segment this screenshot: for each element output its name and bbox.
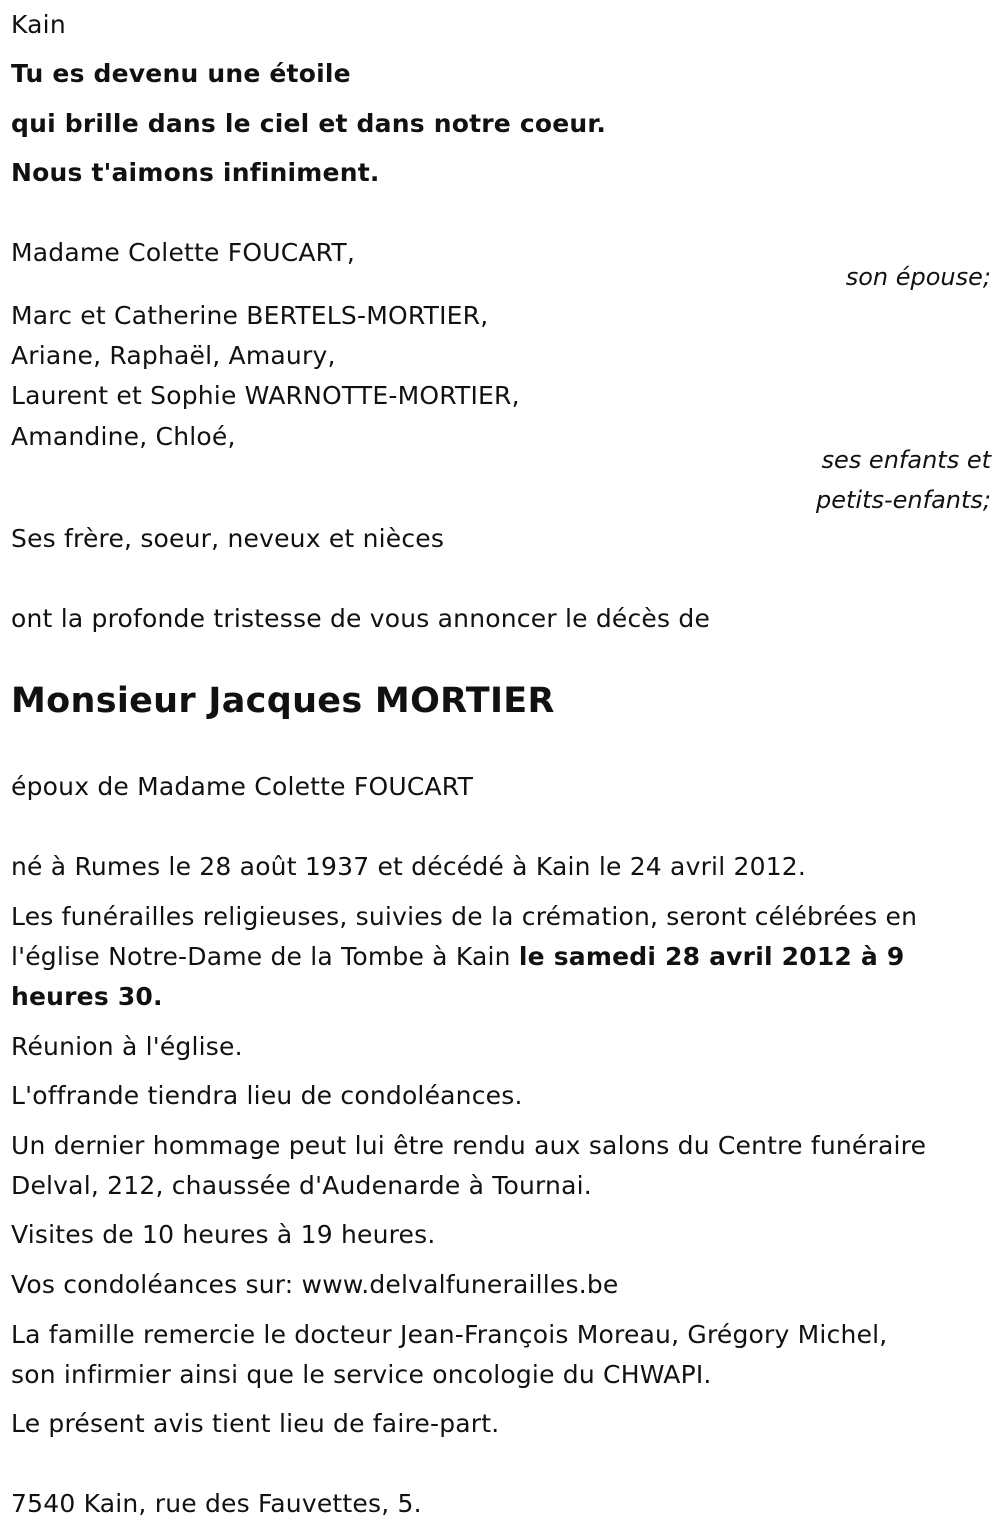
funeral-date: le samedi 28 avril 2012 à 9: [518, 942, 905, 971]
funeral-time: heures 30.: [11, 982, 163, 1011]
children-role-2: petits-enfants;: [816, 486, 991, 514]
child-line-1: Marc et Catherine BERTELS-MORTIER,: [11, 301, 489, 330]
tribute-line-1: Un dernier hommage peut lui être rendu aux salons du Centre funéraire: [11, 1131, 927, 1160]
poem-line-3: Nous t'aimons infiniment.: [11, 158, 380, 187]
place-heading: Kain: [11, 10, 66, 39]
spouse-role: son épouse;: [845, 263, 991, 291]
tribute-line-2: Delval, 212, chaussée d'Audenarde à Tournai.: [11, 1171, 592, 1200]
deceased-name: Monsieur Jacques MORTIER: [11, 681, 555, 721]
funeral-place: l'église Notre-Dame de la Tombe à Kain: [11, 942, 519, 971]
meeting-info: Réunion à l'église.: [11, 1032, 243, 1061]
announcement: ont la profonde tristesse de vous annoncer le décès de: [11, 604, 711, 633]
funeral-line-1: Les funérailles religieuses, suivies de la crémation, seront célébrées en: [11, 902, 918, 931]
siblings: Ses frère, soeur, neveux et nièces: [11, 524, 445, 553]
funeral-line-2: [11, 942, 905, 972]
notice-info: Le présent avis tient lieu de faire-part.: [11, 1409, 500, 1438]
visits-info: Visites de 10 heures à 19 heures.: [11, 1220, 436, 1249]
child-line-2: Ariane, Raphaël, Amaury,: [11, 341, 336, 370]
poem-line-1: Tu es devenu une étoile: [11, 59, 351, 88]
condolences-info: Vos condoléances sur: www.delvalfunerailles.be: [11, 1270, 619, 1299]
thanks-line-2: son infirmier ainsi que le service oncologie du CHWAPI.: [11, 1360, 712, 1389]
offering-info: L'offrande tiendra lieu de condoléances.: [11, 1081, 523, 1110]
child-line-3: Laurent et Sophie WARNOTTE-MORTIER,: [11, 381, 520, 410]
children-role-1: ses enfants et: [821, 446, 991, 474]
spouse-name: Madame Colette FOUCART,: [11, 238, 356, 267]
life-dates: né à Rumes le 28 août 1937 et décédé à Kain le 24 avril 2012.: [11, 852, 807, 881]
address: 7540 Kain, rue des Fauvettes, 5.: [11, 1489, 422, 1518]
child-line-4: Amandine, Chloé,: [11, 422, 236, 451]
spouse-of: époux de Madame Colette FOUCART: [11, 772, 474, 801]
poem-line-2: qui brille dans le ciel et dans notre coeur.: [11, 109, 607, 138]
thanks-line-1: La famille remercie le docteur Jean-François Moreau, Grégory Michel,: [11, 1320, 888, 1349]
